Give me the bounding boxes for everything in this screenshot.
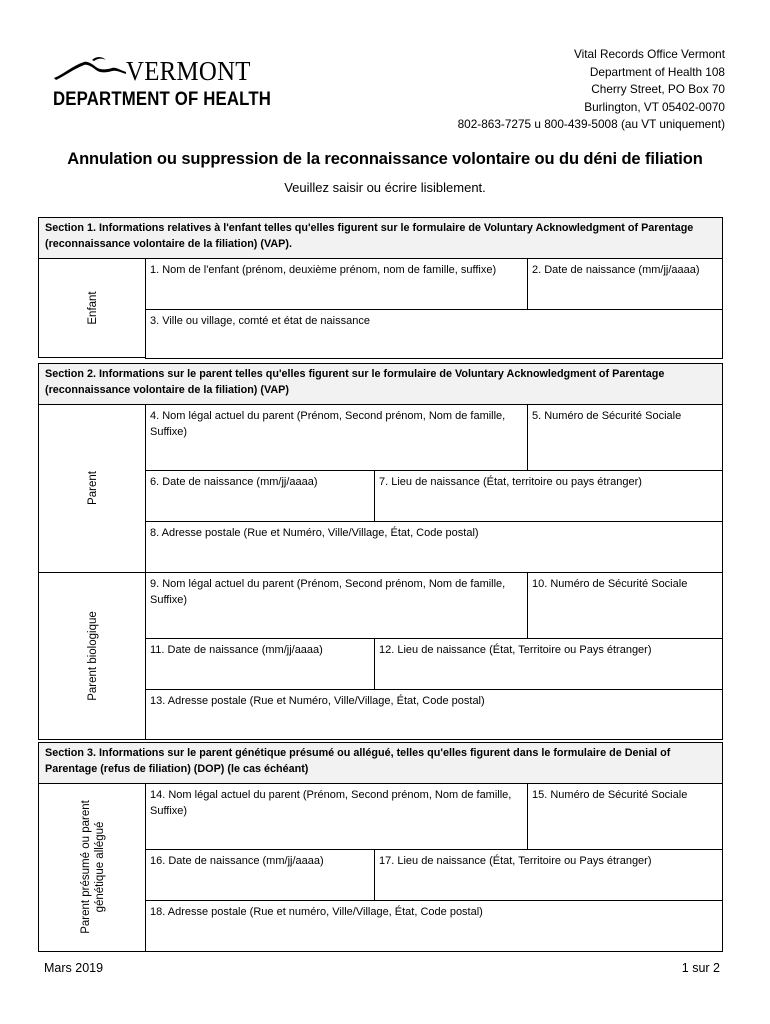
field-4-parent-name[interactable]: 4. Nom légal actuel du parent (Prénom, Second prénom, Nom de famille, Suffixe) xyxy=(145,404,528,471)
field-13-mailing-address[interactable]: 13. Adresse postale (Rue et Numéro, Ville/Village, État, Code postal) xyxy=(145,689,723,740)
logo-vermont-text: VERMONT xyxy=(126,56,251,86)
field-17-birth-place[interactable]: 17. Lieu de naissance (État, Territoire ou Pays étranger) xyxy=(374,849,723,901)
field-18-mailing-address[interactable]: 18. Adresse postale (Rue et numéro, Ville/Village, État, Code postal) xyxy=(145,900,723,952)
footer-date: Mars 2019 xyxy=(44,961,104,975)
footer-page-number: 1 sur 2 xyxy=(681,961,720,975)
side-label-parent xyxy=(38,404,146,573)
section-2-header: Section 2. Informations sur le parent telles qu'elles figurent sur le formulaire de Voluntary Acknowledgment of Parentage (reconnaissance volontaire de la filiation) (VAP) xyxy=(38,363,723,405)
side-label-text: Enfant xyxy=(86,290,99,325)
address-phone: 802-863-7275 u 800-439-5008 (au VT uniquement) xyxy=(457,117,725,131)
side-label-enfant xyxy=(38,258,146,358)
field-16-birth-date[interactable]: 16. Date de naissance (mm/jj/aaaa) xyxy=(145,849,375,901)
field-1-child-name[interactable]: 1. Nom de l'enfant (prénom, deuxième prénom, nom de famille, suffixe) xyxy=(145,258,528,310)
side-label-biological-parent xyxy=(38,572,146,740)
field-9-parent-name[interactable]: 9. Nom légal actuel du parent (Prénom, Second prénom, Nom de famille, Suffixe) xyxy=(145,572,528,639)
mountain-logo-icon xyxy=(52,52,132,82)
address-line: Department of Health 108 xyxy=(589,64,725,79)
side-label-text: Parent xyxy=(86,471,99,505)
side-label-line: génétique allégué xyxy=(93,821,106,913)
side-label-text xyxy=(79,800,107,934)
address-line: Cherry Street, PO Box 70 xyxy=(591,82,725,96)
form-title: Annulation ou suppression de la reconnaissance volontaire ou du déni de filiation xyxy=(67,150,703,168)
field-14-parent-name[interactable]: 14. Nom légal actuel du parent (Prénom, Second prénom, Nom de famille, Suffixe) xyxy=(145,783,528,850)
section-3-header: Section 3. Informations sur le parent génétique présumé ou allégué, telles qu'elles figurent dans le formulaire de Denial of Parentage (refus de filiation) (DOP) (le cas échéant) xyxy=(38,742,723,784)
logo-department-text: DEPARTMENT OF HEALTH xyxy=(53,88,272,110)
office-address xyxy=(458,46,725,134)
address-line: Vital Records Office Vermont xyxy=(573,47,725,61)
form-subtitle: Veuillez saisir ou écrire lisiblement. xyxy=(284,180,486,195)
field-15-ssn[interactable]: 15. Numéro de Sécurité Sociale xyxy=(527,783,723,850)
field-11-birth-date[interactable]: 11. Date de naissance (mm/jj/aaaa) xyxy=(145,638,375,690)
field-8-mailing-address[interactable]: 8. Adresse postale (Rue et Numéro, Ville/Village, État, Code postal) xyxy=(145,521,723,573)
field-5-ssn[interactable]: 5. Numéro de Sécurité Sociale xyxy=(527,404,723,471)
address-line: Burlington, VT 05402-0070 xyxy=(584,99,725,114)
side-label-line: Parent présumé ou parent xyxy=(79,800,92,934)
field-10-ssn[interactable]: 10. Numéro de Sécurité Sociale xyxy=(527,572,723,639)
side-label-text: Parent biologique xyxy=(86,610,99,701)
field-2-birth-date[interactable]: 2. Date de naissance (mm/jj/aaaa) xyxy=(527,258,723,310)
field-3-birth-place[interactable]: 3. Ville ou village, comté et état de naissance xyxy=(145,309,723,359)
field-6-birth-date[interactable]: 6. Date de naissance (mm/jj/aaaa) xyxy=(145,470,375,522)
section-1-header: Section 1. Informations relatives à l'enfant telles qu'elles figurent sur le formulaire de Voluntary Acknowledgment of Parentage (reconnaissance volontaire de la filiation) (VAP). xyxy=(38,217,723,259)
side-label-presumed-parent xyxy=(38,783,146,952)
field-12-birth-place[interactable]: 12. Lieu de naissance (État, Territoire ou Pays étranger) xyxy=(374,638,723,690)
vermont-logo xyxy=(52,52,272,114)
field-7-birth-place[interactable]: 7. Lieu de naissance (État, territoire ou pays étranger) xyxy=(374,470,723,522)
